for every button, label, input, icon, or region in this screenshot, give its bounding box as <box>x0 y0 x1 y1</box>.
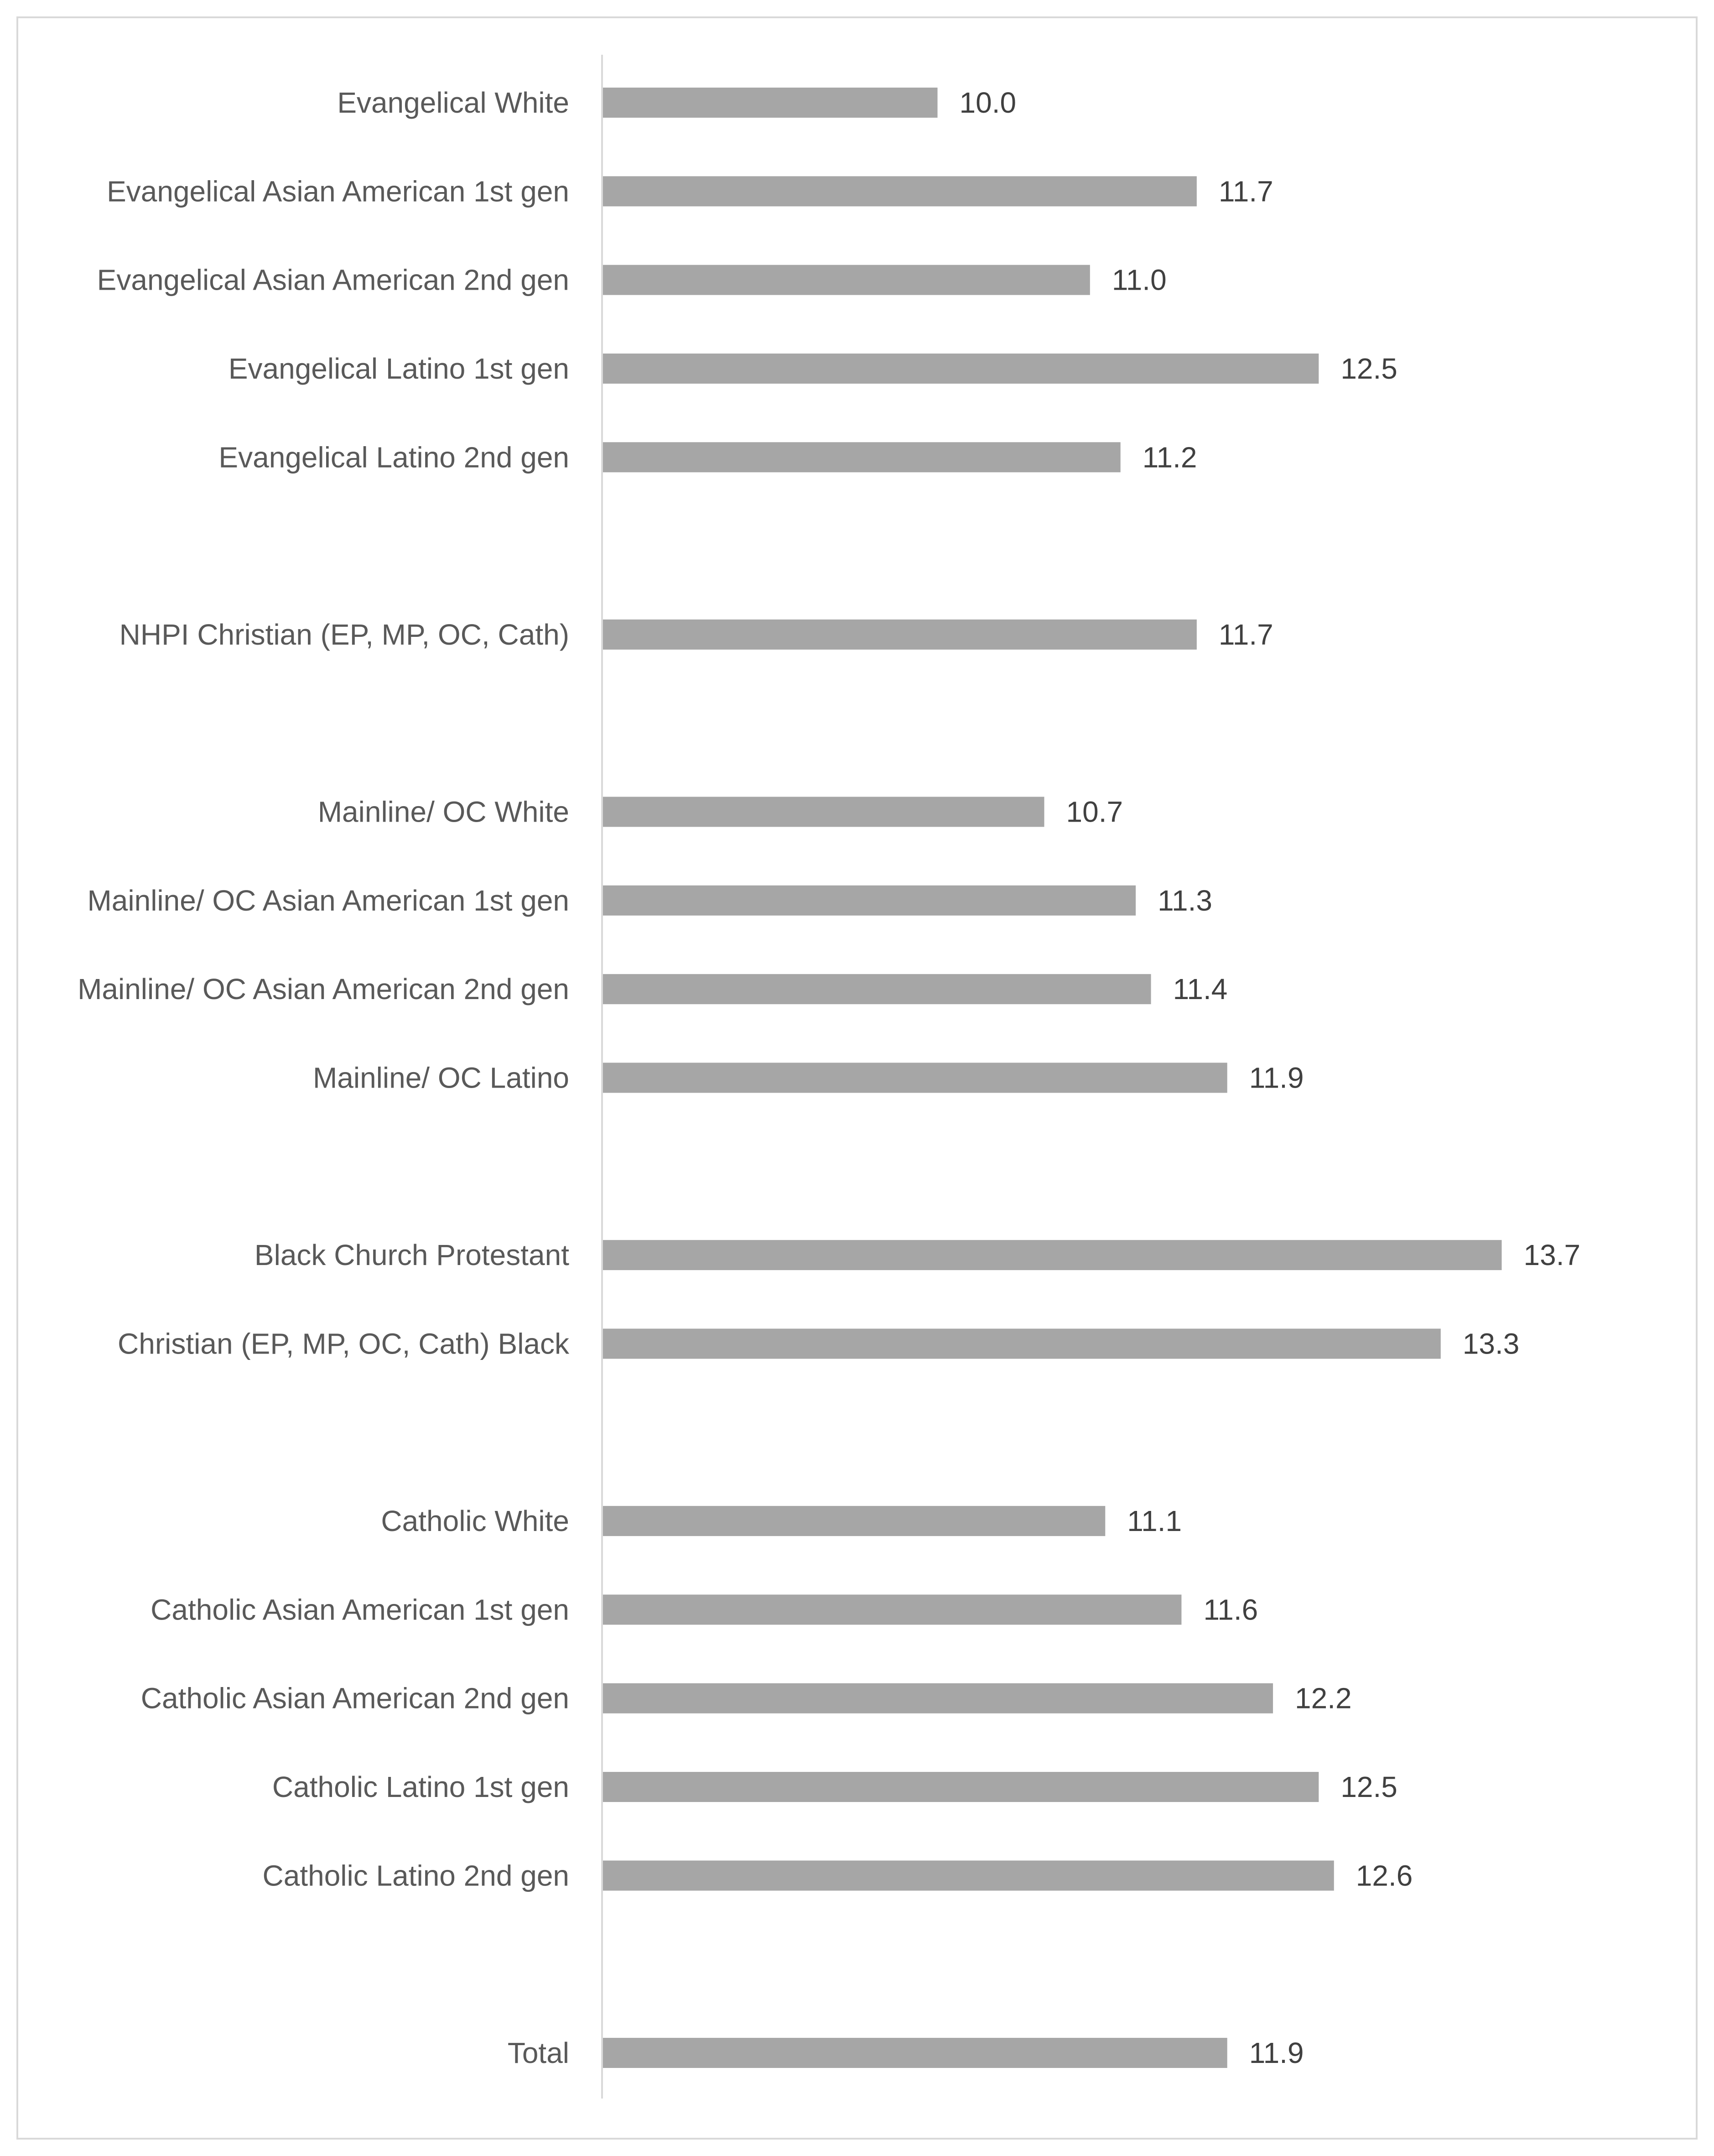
category-label: Total <box>507 2036 569 2069</box>
bar <box>602 1594 1181 1625</box>
bar <box>602 1240 1502 1270</box>
category-label: NHPI Christian (EP, MP, OC, Cath) <box>119 618 569 651</box>
value-label: 11.7 <box>1218 175 1273 208</box>
value-label: 11.4 <box>1173 973 1228 1006</box>
value-label: 12.2 <box>1295 1682 1352 1715</box>
bar <box>602 88 938 118</box>
bar <box>602 797 1044 827</box>
bar <box>602 442 1121 472</box>
value-label: 11.9 <box>1249 2036 1304 2069</box>
bar <box>602 2038 1227 2068</box>
category-label: Catholic Asian American 2nd gen <box>140 1682 569 1715</box>
value-label: 11.2 <box>1142 441 1197 474</box>
bar <box>602 354 1319 384</box>
bar <box>602 1506 1105 1536</box>
category-label: Evangelical Asian American 2nd gen <box>97 263 569 297</box>
category-label: Mainline/ OC White <box>317 795 569 828</box>
category-label: Evangelical Latino 2nd gen <box>218 441 569 474</box>
category-label: Black Church Protestant <box>254 1239 569 1272</box>
bar <box>602 1328 1441 1359</box>
category-label: Catholic White <box>381 1505 569 1538</box>
value-label: 12.6 <box>1356 1859 1413 1892</box>
value-label: 11.1 <box>1127 1505 1182 1538</box>
value-label: 10.7 <box>1066 795 1123 828</box>
category-label: Evangelical Latino 1st gen <box>228 352 569 385</box>
bar <box>602 1683 1273 1713</box>
bar <box>602 885 1136 916</box>
category-label: Mainline/ OC Latino <box>312 1061 569 1094</box>
value-label: 13.3 <box>1462 1327 1520 1360</box>
value-label: 11.9 <box>1249 1061 1304 1094</box>
category-label: Mainline/ OC Asian American 1st gen <box>87 884 569 917</box>
bar <box>602 1860 1334 1890</box>
category-label: Christian (EP, MP, OC, Cath) Black <box>118 1327 569 1360</box>
value-label: 11.6 <box>1203 1593 1258 1626</box>
value-label: 12.5 <box>1340 352 1397 385</box>
value-label: 12.5 <box>1340 1771 1397 1804</box>
category-label: Evangelical Asian American 1st gen <box>107 175 569 208</box>
bar <box>602 974 1151 1004</box>
bar <box>602 265 1090 295</box>
value-label: 11.7 <box>1218 618 1273 651</box>
bar <box>602 176 1197 206</box>
category-label: Catholic Latino 2nd gen <box>262 1859 569 1892</box>
bar <box>602 1063 1227 1093</box>
category-label: Catholic Latino 1st gen <box>272 1771 569 1804</box>
category-label: Mainline/ OC Asian American 2nd gen <box>78 973 569 1006</box>
value-label: 10.0 <box>959 86 1017 119</box>
value-label: 11.3 <box>1158 884 1212 917</box>
value-label: 13.7 <box>1523 1239 1581 1272</box>
value-label: 11.0 <box>1112 263 1167 297</box>
bar <box>602 620 1197 650</box>
bar <box>602 1772 1319 1802</box>
category-label: Evangelical White <box>337 86 569 119</box>
category-label: Catholic Asian American 1st gen <box>151 1593 569 1626</box>
